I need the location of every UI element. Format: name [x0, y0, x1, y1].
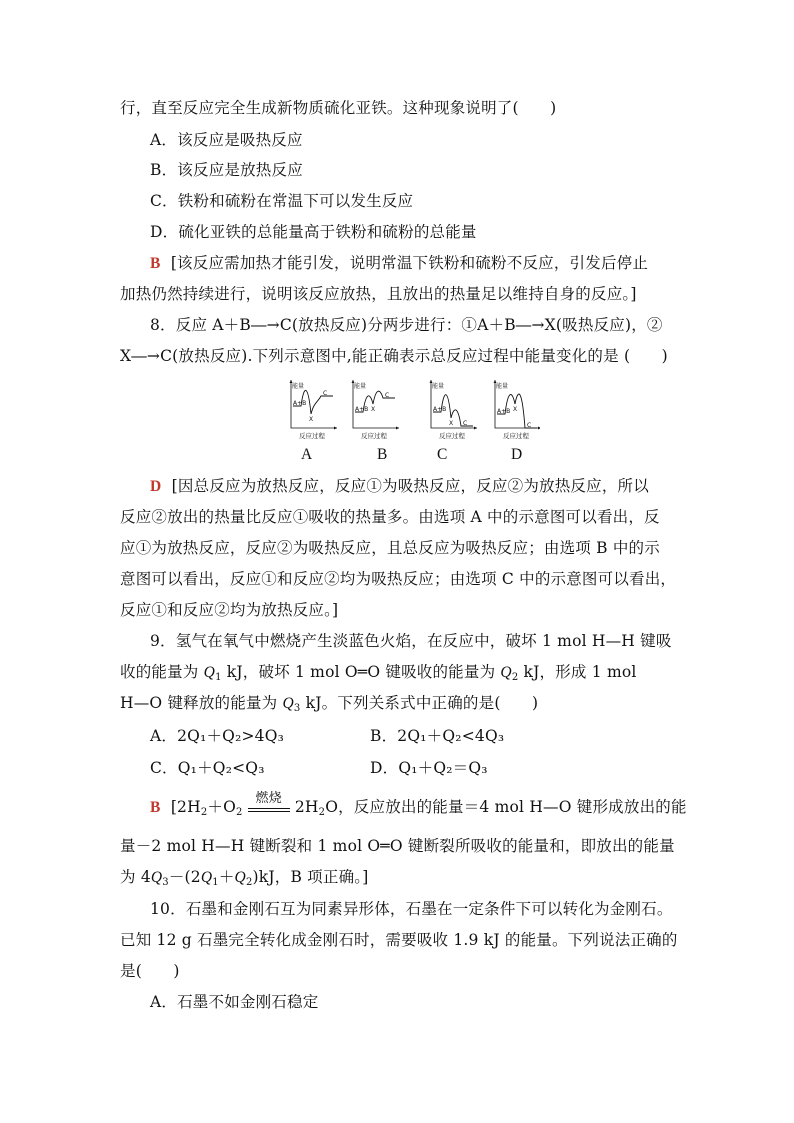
x-axis-label: 反应过程: [503, 432, 529, 440]
question-9: 9．氢气在氧气中燃烧产生淡蓝色火焰，在反应中，破坏 1 mol H—H 键吸: [150, 632, 672, 650]
label-a-plus-b: A+B: [293, 400, 307, 407]
question-10: 10．石墨和金刚石互为同素异形体，石墨在一定条件下可以转化为金刚石。: [150, 900, 673, 918]
text-line: 反应①和反应②均为放热反应。]: [120, 601, 339, 619]
diagram-letter-b: B: [377, 446, 388, 463]
explanation-text: [该反应需加热才能引发，说明常温下铁粉和硫粉不反应，引发后停止: [170, 254, 649, 272]
label-c: C: [323, 390, 328, 397]
energy-diagrams-svg: [285, 378, 540, 440]
x-axis-label: 反应过程: [299, 432, 325, 440]
text-line: H—O 键释放的能量为 $Q_3$ kJ。下列关系式中正确的是( ): [120, 694, 539, 714]
diagram-letter-c: C: [437, 446, 448, 463]
label-a-plus-b: A+B: [497, 408, 511, 415]
diagram-letter-d: D: [511, 446, 523, 463]
x-axis-label: 反应过程: [439, 432, 465, 440]
text-line: B．该反应是放热反应: [150, 161, 303, 179]
text-line: 反应②放出的热量比反应①吸收的热量多。由选项 A 中的示意图可以看出，反: [120, 508, 660, 526]
label-c: C: [463, 420, 468, 427]
label-a-plus-b: A+B: [355, 406, 369, 413]
label-x: X: [371, 406, 376, 413]
y-axis-label: 能量: [292, 383, 305, 390]
option-a: A．2Q₁＋Q₂>4Q₃: [150, 727, 285, 745]
text-line: 加热仍然持续进行，说明该反应放热，且放出的热量足以维持自身的反应。]: [120, 285, 637, 303]
text-line: 为 $4Q_3-(2Q_1+Q_2)kJ$，B 项正确。]: [120, 868, 369, 888]
text-line: 是( ): [120, 962, 180, 980]
y-axis-label: 能量: [354, 383, 367, 390]
text-line: C．铁粉和硫粉在常温下可以发生反应: [150, 192, 414, 210]
label-c: C: [385, 392, 390, 399]
option-b: B．2Q₁＋Q₂<4Q₃: [370, 727, 505, 745]
text-line: D．硫化亚铁的总能量高于铁粉和硫粉的总能量: [150, 223, 477, 241]
answer-line: [150, 251, 648, 276]
question-8: 8．反应 A＋B―→C(放热反应)分两步进行：①A＋B―→X(吸热反应)，②: [150, 316, 663, 334]
text-line: 收的能量为 $Q_1$ kJ，破坏 1 mol O═O 键吸收的能量为 $Q_2$ kJ，形成 1 mol: [120, 663, 637, 683]
text-line: 量－2 mol H—H 键断裂和 1 mol O═O 键断裂所吸收的能量和，即放出的能量: [120, 837, 675, 855]
text-line: 应①为放热反应，反应②为吸热反应，且总反应为吸热反应；由选项 B 中的示: [120, 539, 660, 557]
y-axis-label: 能量: [496, 383, 509, 390]
answer-line: B [$2H_2+O_2$ 燃烧 $2H_2O$，反应放出的能量＝4 mol H—O 键形成放出的能: [150, 791, 687, 818]
answer-letter: B: [150, 255, 161, 272]
label-x: X: [513, 406, 518, 413]
text-line: 意图可以看出，反应①和反应②均为吸热反应；由选项 C 中的示意图可以看出，: [120, 570, 677, 588]
text-line: A．石墨不如金刚石稳定: [150, 993, 319, 1011]
x-axis-label: 反应过程: [361, 432, 387, 440]
y-axis-label: 能量: [432, 383, 445, 390]
axis-arrow-icon: [396, 427, 399, 430]
label-a-plus-b: A+B: [433, 406, 447, 413]
text-line: 行，直至反应完全生成新物质硫化亚铁。这种现象说明了( ): [120, 99, 557, 117]
label-x: X: [309, 416, 314, 423]
axis-arrow-icon: [474, 427, 477, 430]
explanation-text: [因总反应为放热反应，反应①为吸热反应，反应②为放热反应，所以: [171, 477, 649, 495]
option-d: D．Q₁＋Q₂＝Q₃: [370, 759, 488, 777]
text-line: A．该反应是吸热反应: [150, 131, 303, 149]
axis-arrow-icon: [538, 427, 540, 430]
label-c: C: [527, 422, 532, 429]
reaction-arrow: 燃烧: [248, 801, 290, 812]
diagram-letter-a: A: [301, 446, 313, 463]
label-x: X: [449, 420, 454, 427]
answer-letter: D: [150, 478, 162, 495]
answer-letter: B: [150, 799, 161, 816]
option-c: C．Q₁＋Q₂<Q₃: [150, 759, 265, 777]
axis-arrow-icon: [334, 427, 337, 430]
text-line: X―→C(放热反应).下列示意图中,能正确表示总反应过程中能量变化的是 ( ): [120, 347, 668, 365]
energy-diagrams-figure: [285, 378, 540, 440]
text-line: 已知 12 g 石墨完全转化成金刚石时，需要吸收 1.9 kJ 的能量。下列说法正确的: [120, 931, 678, 949]
answer-line: [150, 474, 649, 499]
